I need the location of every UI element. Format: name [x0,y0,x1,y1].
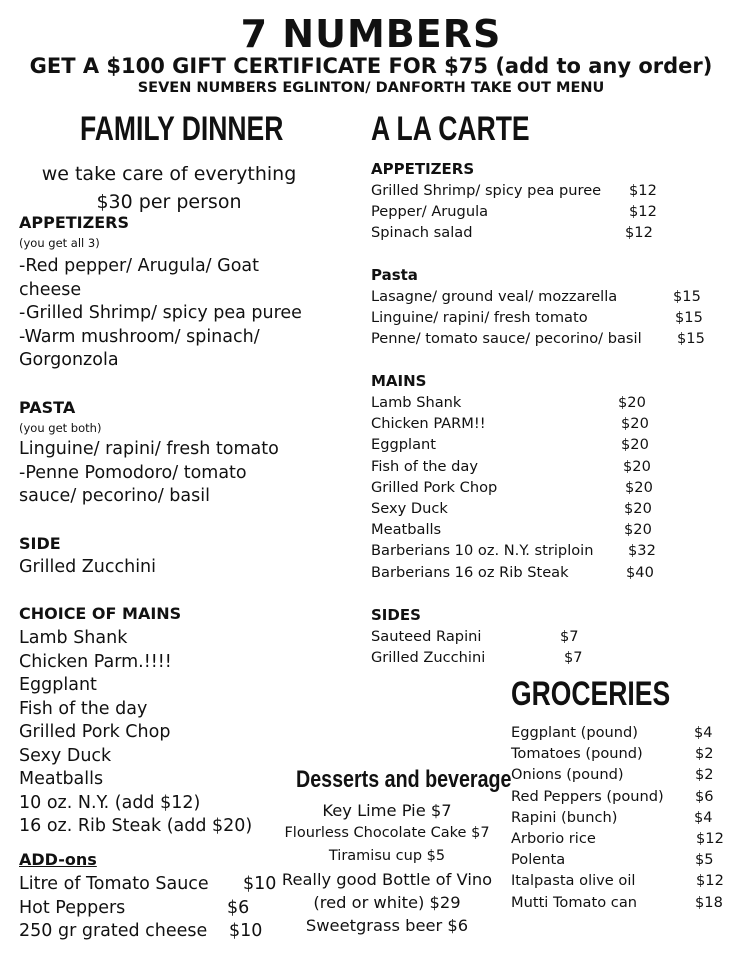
item-price: $6 [695,787,714,805]
item-name: Lasagne/ ground veal/ mozzarella [371,288,618,305]
item-name: Litre of Tomato Sauce [19,874,209,894]
item-price: $2 [695,766,714,784]
menu-subtitle: SEVEN NUMBERS EGLINTON/ DANFORTH TAKE OUT MENU [137,80,605,96]
item-price: $20 [625,478,653,496]
item-name: Linguine/ rapini/ fresh tomato [371,309,588,327]
alc-pasta-heading: Pasta [371,266,418,284]
a-la-carte-heading: A LA CARTE [371,110,530,148]
groceries-list [511,722,724,913]
list-item [19,897,276,921]
list-item: Chicken Parm.!!!! [19,651,172,672]
family-appetizers-heading: APPETIZERS [19,213,130,232]
item-name: Red Peppers (pound) [511,787,664,805]
list-item: Grilled Pork Chop [19,722,171,742]
item-name: Grilled Shrimp/ spicy pea puree [371,182,602,199]
item-price: $12 [629,203,657,221]
item-price: $7 [560,628,579,645]
family-side-heading: SIDE [19,534,61,553]
list-item [371,180,657,201]
item-price: $15 [677,330,705,348]
list-item [371,201,657,222]
list-item: Really good Bottle of Vino [281,870,493,889]
item-name: Grilled Pork Chop [371,478,498,496]
family-tagline-line1: we take care of everything [41,163,297,185]
list-item: Meatballs [19,769,104,789]
list-item: Tiramisu cup $5 [328,848,446,864]
list-item [511,722,724,743]
family-tagline [19,160,319,216]
list-item: Lamb Shank [19,628,128,648]
list-item: Sexy Duck [19,745,112,766]
list-item [371,434,656,455]
list-item [371,626,583,647]
list-item [371,328,705,349]
item-name: Barberians 16 oz Rib Steak [371,563,569,581]
item-name: Italpasta olive oil [511,872,636,890]
item-name: Sauteed Rapini [371,628,482,645]
list-item: sauce/ pecorino/ basil [19,486,210,506]
item-price: $32 [628,542,656,560]
list-item [371,519,656,540]
item-price: $15 [675,309,703,327]
item-name: Pepper/ Arugula [371,203,489,221]
list-item [511,743,724,764]
list-item [371,477,656,498]
item-price: $20 [624,500,652,518]
list-item: -Grilled Shrimp/ spicy pea puree [19,303,302,323]
list-item [371,222,657,243]
list-item [371,562,656,583]
list-item: Grilled Zucchini [19,557,157,577]
item-price: $18 [695,893,723,911]
list-item: (red or white) $29 [313,893,461,912]
item-price: $6 [227,897,250,918]
list-item: cheese [19,279,82,300]
list-item [511,786,724,807]
item-price: $2 [695,745,714,763]
item-price: $4 [694,808,713,826]
item-name: Grilled Zucchini [371,649,486,667]
item-price: $12 [629,182,657,199]
list-item [511,807,724,828]
item-name: Fish of the day [371,457,479,475]
item-name: Sexy Duck [371,500,448,518]
list-item [19,920,276,944]
list-item: Linguine/ rapini/ fresh tomato [19,439,279,459]
family-pasta-heading: PASTA [19,398,76,417]
item-name: Hot Peppers [19,897,126,918]
alc-appetizers-list [371,180,657,244]
list-item [371,307,705,328]
list-item [511,870,724,891]
item-price: $20 [618,394,646,411]
item-name: Chicken PARM!! [371,415,486,433]
list-item [371,647,583,668]
list-item [511,892,724,913]
item-name: Meatballs [371,521,442,539]
family-appetizers-note: (you get all 3) [19,236,100,250]
list-item: Fish of the day [19,698,148,719]
item-name: Rapini (bunch) [511,808,618,826]
item-name: 250 gr grated cheese [19,921,208,941]
list-item: Flourless Chocolate Cake $7 [284,825,490,841]
list-item [19,873,276,897]
item-price: $5 [695,851,714,869]
item-price: $15 [673,288,701,305]
list-item [511,764,724,785]
gift-certificate-promo: GET A $100 GIFT CERTIFICATE FOR $75 (add to any order) [29,54,713,78]
list-item [511,849,724,870]
list-item: Eggplant [19,675,97,695]
groceries-heading: GROCERIES [511,675,671,713]
item-price: $12 [696,830,724,848]
family-side-list [19,556,156,580]
alc-mains-list [371,392,656,583]
list-item [371,413,656,434]
item-name: Polenta [511,851,566,869]
desserts-heading: Desserts and beverage [296,766,512,793]
item-price: $20 [621,415,649,433]
list-item: Gorgonzola [19,350,119,370]
list-item: -Penne Pomodoro/ tomato [19,462,247,483]
item-name: Eggplant [371,436,436,454]
item-name: Mutti Tomato can [511,893,638,911]
item-price: $12 [696,872,724,890]
list-item: 10 oz. N.Y. (add $12) [19,792,201,813]
item-price: $20 [621,436,649,454]
list-item: 16 oz. Rib Steak (add $20) [19,816,253,836]
list-item: Key Lime Pie $7 [322,801,452,820]
family-mains-heading: CHOICE OF MAINS [19,604,182,623]
item-price: $20 [624,521,652,539]
alc-sides-heading: SIDES [371,606,421,624]
item-name: Barberians 10 oz. N.Y. striploin [371,542,594,560]
item-price: $7 [564,649,583,667]
list-item [371,286,705,307]
item-name: Onions (pound) [511,766,624,784]
list-item [371,540,656,561]
item-name: Eggplant (pound) [511,724,638,741]
alc-mains-heading: MAINS [371,372,427,390]
list-item [371,498,656,519]
list-item: Sweetgrass beer $6 [305,916,469,935]
addons-heading: ADD-ons [19,850,97,869]
item-name: Lamb Shank [371,394,462,411]
family-mains-list [19,627,252,839]
alc-appetizers-heading: APPETIZERS [371,160,475,178]
item-price: $10 [229,921,263,941]
list-item: -Warm mushroom/ spinach/ [19,326,260,347]
item-price: $4 [694,724,713,741]
item-name: Tomatoes (pound) [511,745,643,763]
family-price-per-person: $30 per person [96,191,242,213]
item-name: Arborio rice [511,830,596,848]
item-price: $20 [623,457,651,475]
family-pasta-list [19,438,279,509]
desserts-list [268,799,506,937]
list-item: -Red pepper/ Arugula/ Goat [19,256,259,276]
family-appetizers-list [19,255,302,373]
family-pasta-note: (you get both) [19,421,102,435]
item-price: $12 [625,224,653,242]
item-name: Penne/ tomato sauce/ pecorino/ basil [371,330,642,348]
addons-list [19,873,276,944]
list-item [371,456,656,477]
item-name: Spinach salad [371,224,473,242]
alc-pasta-list [371,286,705,350]
list-item [371,392,656,413]
list-item [511,828,724,849]
alc-sides-list [371,626,583,668]
item-price: $40 [626,563,654,581]
family-dinner-heading: FAMILY DINNER [80,110,284,148]
item-price: $10 [243,874,277,894]
menu-title: 7 NUMBERS [240,12,502,56]
